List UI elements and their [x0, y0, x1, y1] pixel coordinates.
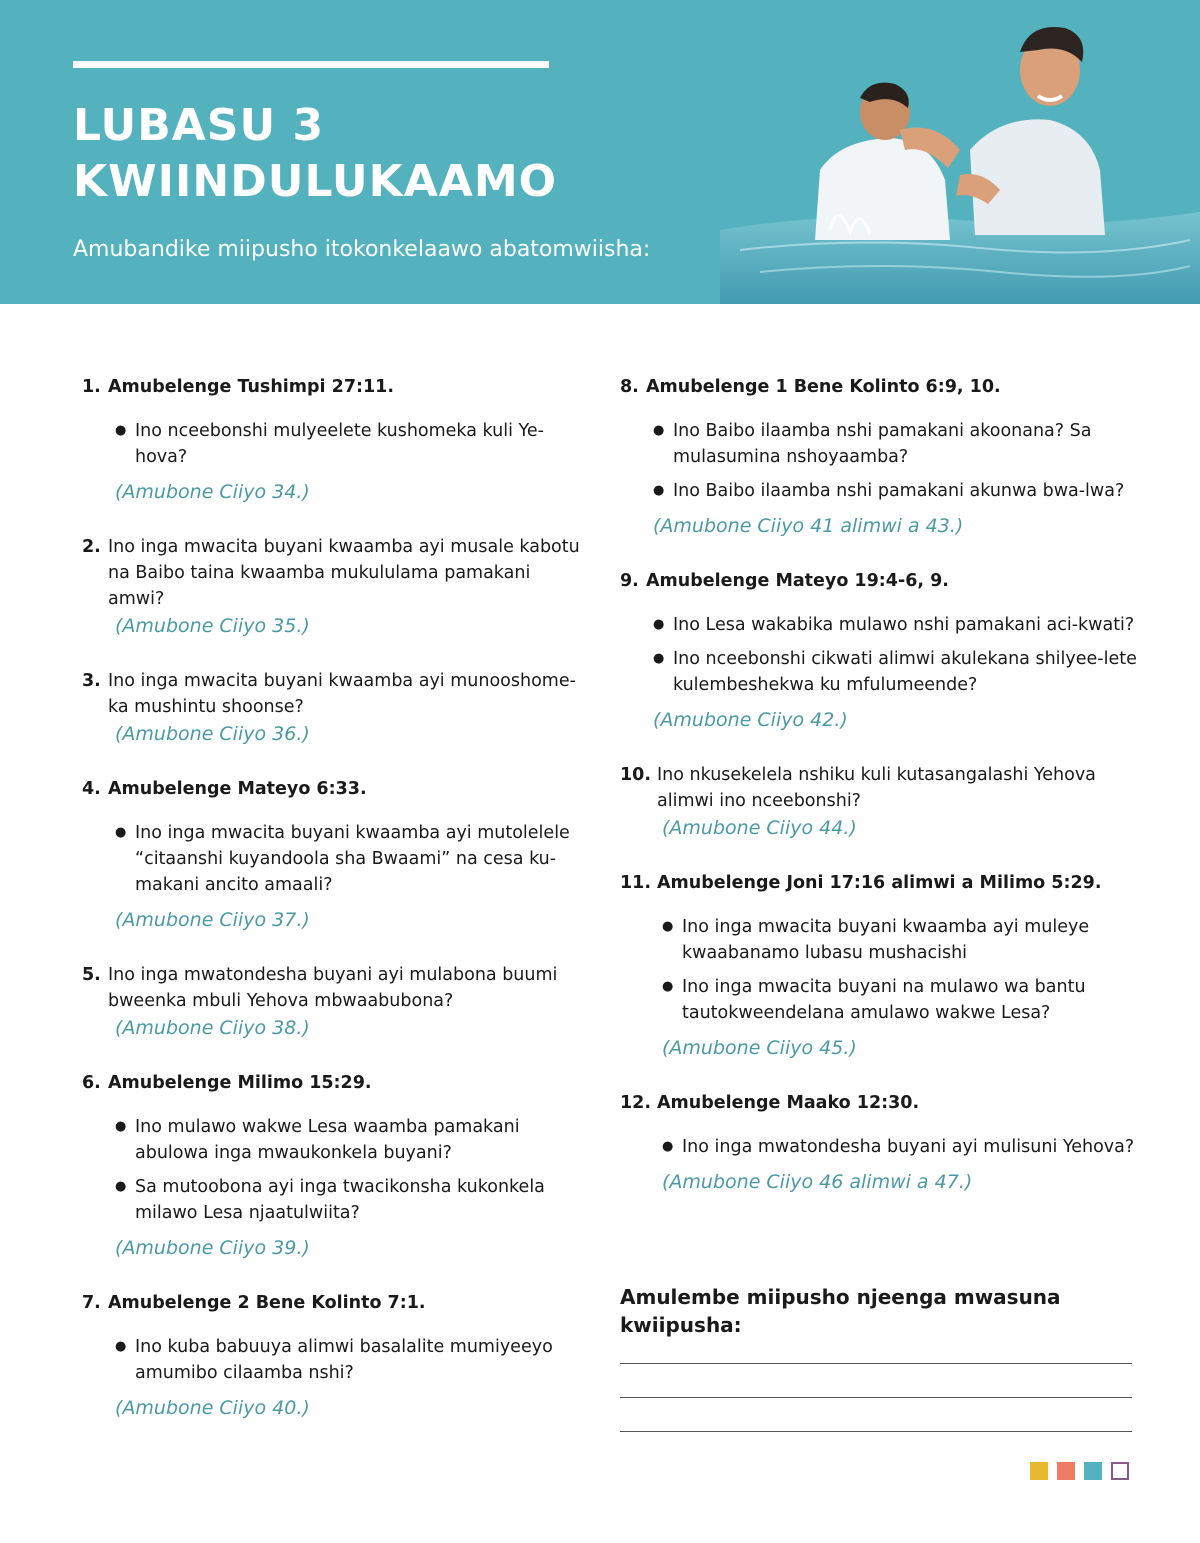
baptism-illustration [720, 0, 1200, 304]
question-text: Ino inga mwatondesha buyani ayi mulabona buumi bweenka mbuli Yehova mbwaabubona? [108, 965, 558, 1011]
question-number: 10. [620, 765, 652, 785]
bullet-item: ● Ino Lesa wakabika mulawo nshi pamakani aci-kwati? [653, 612, 1140, 638]
color-squares [1030, 1462, 1129, 1480]
lesson-reference: (Amubone Ciiyo 38.) [115, 1017, 310, 1039]
question-number: 4. [82, 779, 101, 799]
question-text: Amubelenge Mateyo 6:33. [108, 779, 367, 799]
question-number: 7. [82, 1293, 101, 1313]
question-text: Ino nkusekelela nshiku kuli kutasangalashi Yehova alimwi ino nceebonshi? [657, 765, 1096, 811]
question-9 [620, 568, 1140, 734]
notes-title-line1: Amulembe miipusho njeenga mwasuna [620, 1285, 1061, 1309]
question-6 [82, 1070, 592, 1262]
bullet-list [82, 1334, 592, 1386]
question-text: Amubelenge Maako 12:30. [657, 1093, 920, 1113]
question-text: Amubelenge Joni 17:16 alimwi a Milimo 5:29. [657, 873, 1102, 893]
question-number: 6. [82, 1073, 101, 1093]
lesson-reference: (Amubone Ciiyo 37.) [115, 909, 310, 931]
bullet-item: ● Ino nceebonshi cikwati alimwi akulekana shilyee-lete kulembeshekwa ku mfulumeende? [653, 646, 1140, 698]
page-title-line1: LUBASU 3 [73, 100, 325, 151]
bullet-list [620, 418, 1140, 504]
question-text: Amubelenge 1 Bene Kolinto 6:9, 10. [646, 377, 1001, 397]
question-number: 9. [620, 571, 639, 591]
question-11 [620, 870, 1140, 1062]
lesson-reference: (Amubone Ciiyo 35.) [115, 615, 310, 637]
header-rule [73, 61, 549, 68]
page-title [73, 98, 557, 210]
question-5 [82, 962, 592, 1042]
outline-square [1111, 1462, 1129, 1480]
teal-square [1084, 1462, 1102, 1480]
lesson-reference: (Amubone Ciiyo 40.) [115, 1397, 310, 1419]
bullet-list [620, 1134, 1140, 1160]
page-title-line2: KWIINDULUKAAMO [73, 156, 558, 207]
question-7 [82, 1290, 592, 1422]
question-number: 11. [620, 873, 652, 893]
questions-right-column [620, 374, 1140, 1224]
question-text: Amubelenge Mateyo 19:4-6, 9. [646, 571, 949, 591]
lesson-reference: (Amubone Ciiyo 39.) [115, 1237, 310, 1259]
lesson-reference: (Amubone Ciiyo 41 alimwi a 43.) [653, 515, 964, 537]
bullet-item: ● Ino kuba babuuya alimwi basalalite mumiyeeyo amumibo cilaamba nshi? [115, 1334, 592, 1386]
bullet-item: ● Ino inga mwacita buyani kwaamba ayi muleye kwaabanamo lubasu mushacishi [662, 914, 1140, 966]
bullet-item: ● Ino inga mwacita buyani na mulawo wa bantu tautokweendelana amulawo wakwe Lesa? [662, 974, 1140, 1026]
question-4 [82, 776, 592, 934]
bullet-item: ● Ino Baibo ilaamba nshi pamakani akoonana? Sa mulasumina nshoyaamba? [653, 418, 1140, 470]
notes-section [620, 1283, 1132, 1432]
lesson-reference: (Amubone Ciiyo 45.) [662, 1037, 857, 1059]
bullet-item: ● Ino Baibo ilaamba nshi pamakani akunwa bwa-lwa? [653, 478, 1140, 504]
lesson-reference: (Amubone Ciiyo 36.) [115, 723, 310, 745]
question-text: Amubelenge Milimo 15:29. [108, 1073, 372, 1093]
notes-title [620, 1283, 1132, 1339]
bullet-item: ● Ino nceebonshi mulyeelete kushomeka kuli Ye-hova? [115, 418, 592, 470]
questions-left-column [82, 374, 592, 1450]
bullet-item: ● Ino inga mwacita buyani kwaamba ayi mutolelele “citaanshi kuyandoola sha Bwaami” na cesa ku-makani ancito amaali? [115, 820, 592, 898]
bullet-item: ● Ino inga mwatondesha buyani ayi mulisuni Yehova? [662, 1134, 1140, 1160]
question-number: 3. [82, 671, 101, 691]
bullet-list [82, 418, 592, 470]
page-subtitle: Amubandike miipusho itokonkelaawo abatomwiisha: [73, 237, 651, 262]
question-1 [82, 374, 592, 506]
bullet-item: ● Ino mulawo wakwe Lesa waamba pamakani abulowa inga mwaukonkela buyani? [115, 1114, 592, 1166]
lesson-reference: (Amubone Ciiyo 44.) [662, 817, 857, 839]
question-3 [82, 668, 592, 748]
question-number: 2. [82, 537, 101, 557]
header-banner [0, 0, 1200, 304]
notes-title-line2: kwiipusha: [620, 1313, 742, 1337]
lesson-reference: (Amubone Ciiyo 34.) [115, 481, 310, 503]
bullet-list [82, 1114, 592, 1226]
bullet-item: ● Sa mutoobona ayi inga twacikonsha kukonkela milawo Lesa njaatulwiita? [115, 1174, 592, 1226]
coral-square [1057, 1462, 1075, 1480]
lesson-reference: (Amubone Ciiyo 42.) [653, 709, 848, 731]
writing-line[interactable] [620, 1431, 1132, 1432]
yellow-square [1030, 1462, 1048, 1480]
bullet-list [620, 612, 1140, 698]
bullet-list [620, 914, 1140, 1026]
question-8 [620, 374, 1140, 540]
question-text: Ino inga mwacita buyani kwaamba ayi musale kabotu na Baibo taina kwaamba mukululama pamakani amwi? [108, 537, 580, 609]
writing-line[interactable] [620, 1397, 1132, 1398]
question-number: 5. [82, 965, 101, 985]
question-12 [620, 1090, 1140, 1196]
question-10 [620, 762, 1140, 842]
question-2 [82, 534, 592, 640]
question-text: Amubelenge Tushimpi 27:11. [108, 377, 394, 397]
question-text: Amubelenge 2 Bene Kolinto 7:1. [108, 1293, 426, 1313]
writing-line[interactable] [620, 1363, 1132, 1364]
question-number: 1. [82, 377, 101, 397]
question-number: 8. [620, 377, 639, 397]
question-text: Ino inga mwacita buyani kwaamba ayi munooshome-ka mushintu shoonse? [108, 671, 576, 717]
bullet-list [82, 820, 592, 898]
question-number: 12. [620, 1093, 652, 1113]
lesson-reference: (Amubone Ciiyo 46 alimwi a 47.) [662, 1171, 973, 1193]
